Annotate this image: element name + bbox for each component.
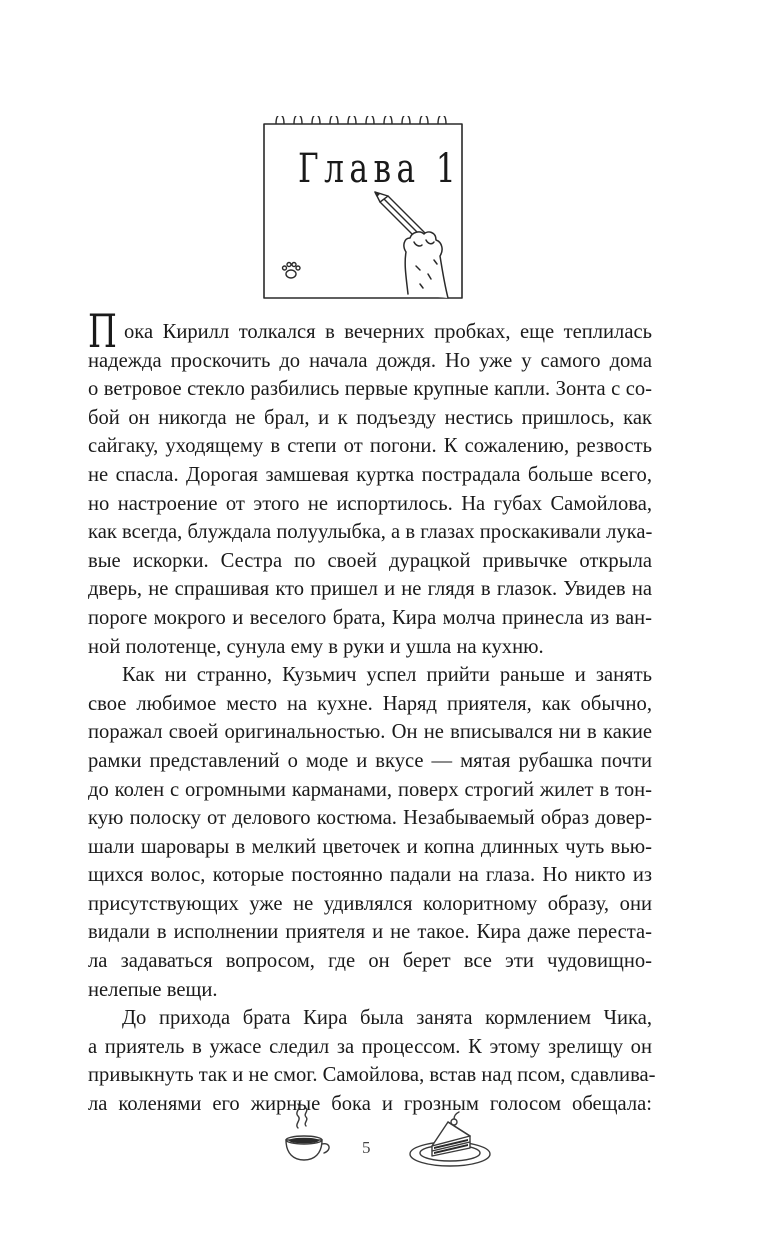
text-line: видали в исполнении приятеля и не такое. Кира даже переста- bbox=[88, 921, 652, 944]
paragraph-2 bbox=[88, 661, 652, 1004]
text-line: ла задаваться вопросом, где он берет все эти чудовищно- bbox=[88, 950, 652, 973]
text-line: поражал своей оригинальностью. Он не вписывался ни в какие bbox=[88, 721, 652, 744]
chapter-title: Глава 1 bbox=[298, 146, 462, 192]
drop-cap: П bbox=[88, 304, 117, 358]
text-line: кую полоску от делового костюма. Незабываемый образ довер- bbox=[88, 807, 652, 830]
text-line: рамки представлений о моде и вкусе — мятая рубашка почти bbox=[88, 749, 652, 772]
text-line: о ветровое стекло разбились первые крупные капли. Зонта с со- bbox=[88, 378, 652, 401]
text-line: до колен с огромными карманами, поверх строгий жилет в тон- bbox=[88, 778, 652, 801]
text-line: бой он никогда не брал, и к подъезду нестись пришлось, как bbox=[88, 406, 652, 429]
text-line: До прихода брата Кира была занята кормлением Чика, bbox=[122, 1007, 652, 1030]
text-line: надежда проскочить до начала дождя. Но уже у самого дома bbox=[88, 349, 652, 372]
text-line: шали шаровары в мелкий цветочек и копна длинных чуть вью- bbox=[88, 835, 652, 858]
paw-print-icon bbox=[280, 260, 302, 282]
text-line: свое любимое место на кухне. Наряд приятеля, как обычно, bbox=[88, 692, 652, 715]
paragraph-1 bbox=[88, 304, 653, 661]
text-line: нелепые вещи. bbox=[88, 978, 218, 1001]
text-line: П ока Кирилл толкался в вечерних пробках, еще теплилась bbox=[88, 304, 652, 358]
text-line: пороге мокрого и веселого брата, Кира молча принесла из ван- bbox=[88, 606, 652, 629]
text-line: ла коленями его жирные бока и грозным голосом обещала: bbox=[88, 1093, 652, 1116]
text-line: как всегда, блуждала полуулыбка, а в глазах проскакивали лука- bbox=[88, 521, 653, 544]
text-line: не спасла. Дорогая замшевая куртка пострадала больше всего, bbox=[88, 463, 652, 486]
page-footer bbox=[0, 1100, 768, 1190]
coffee-cup-icon bbox=[272, 1100, 340, 1166]
page-number: 5 bbox=[362, 1138, 371, 1157]
text-line: сайгаку, уходящему в степи от погони. К сожалению, резвость bbox=[88, 435, 652, 458]
chapter-header bbox=[258, 116, 468, 308]
text-line: но настроение от этого не испортилось. На губах Самойлова, bbox=[88, 492, 652, 515]
text-line: дверь, не спрашивая кто пришел и не глядя в глазок. Увидев на bbox=[88, 578, 652, 601]
text-line: вые искорки. Сестра по своей дурацкой привычке открыла bbox=[88, 549, 652, 572]
text-line: щихся волос, которые постоянно падали на глаза. Но никто из bbox=[88, 864, 652, 887]
text-line: привыкнуть так и не смог. Самойлова, встав над псом, сдавлива- bbox=[88, 1064, 656, 1087]
text-line: ной полотенце, сунула ему в руки и ушла на кухню. bbox=[88, 635, 544, 658]
chapter-body bbox=[88, 304, 656, 1119]
text-line: присутствующих уже не удивлялся колоритному образу, они bbox=[88, 892, 652, 915]
text-line: Как ни странно, Кузьмич успел прийти раньше и занять bbox=[122, 664, 652, 687]
cake-slice-icon bbox=[408, 1106, 498, 1172]
text-line: а приятель в ужасе следил за процессом. К этому зрелищу он bbox=[88, 1035, 652, 1058]
